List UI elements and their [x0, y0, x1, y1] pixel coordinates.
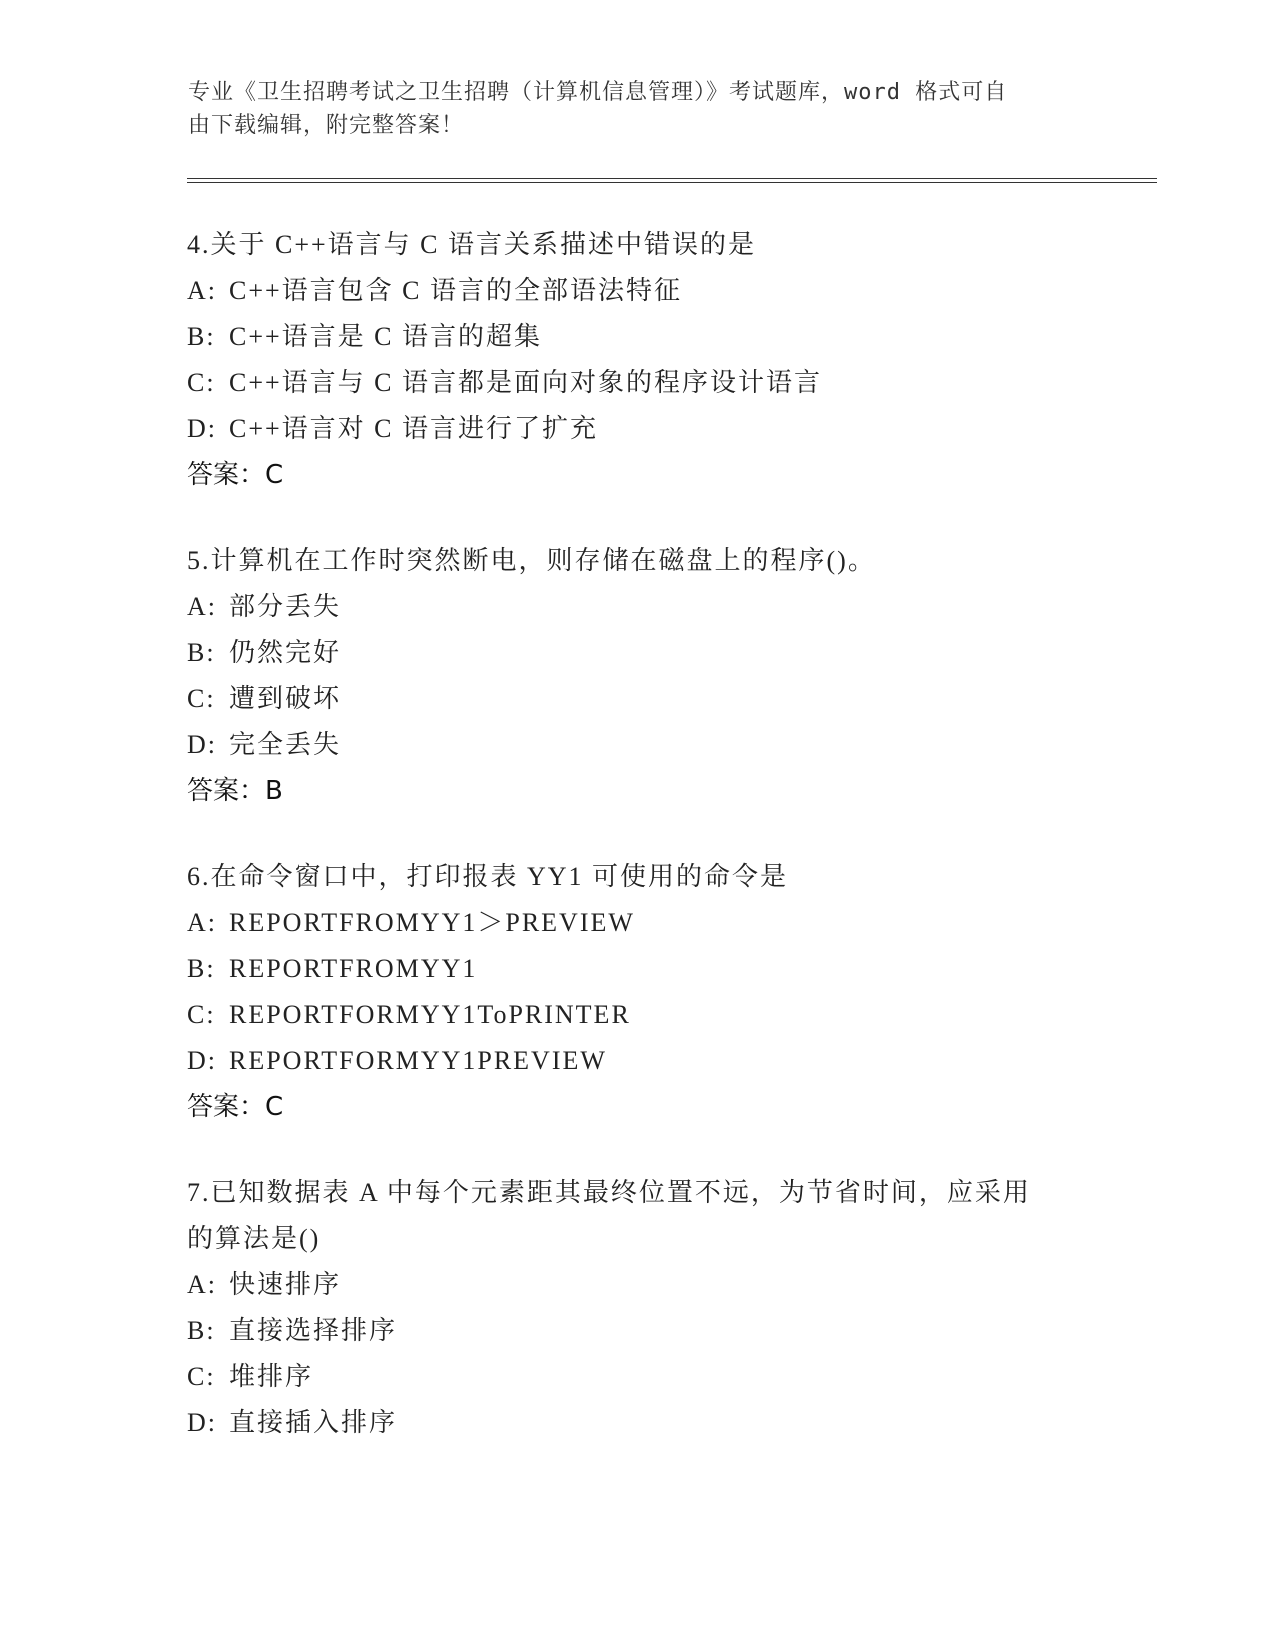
option-a — [187, 268, 1087, 314]
document-header — [188, 76, 1088, 142]
option-text: 部分丢失 — [229, 592, 342, 621]
option-letter: A: — [187, 276, 217, 305]
option-b — [187, 314, 1087, 360]
option-a — [187, 900, 1087, 946]
option-text: REPORTFROMYY1＞PREVIEW — [229, 908, 635, 937]
option-d — [187, 406, 1087, 452]
option-b — [187, 1308, 1087, 1354]
header-line-1: 专业《卫生招聘考试之卫生招聘（计算机信息管理）》考试题库，word 格式可自 — [188, 80, 1008, 105]
option-letter: B: — [187, 638, 216, 667]
option-letter: C: — [187, 1000, 216, 1029]
option-d — [187, 1038, 1087, 1084]
option-c — [187, 1354, 1087, 1400]
option-c — [187, 676, 1087, 722]
question-6 — [187, 854, 1087, 1130]
option-text: 直接插入排序 — [229, 1408, 398, 1437]
question-stem: 5.计算机在工作时突然断电，则存储在磁盘上的程序()。 — [187, 546, 876, 575]
option-text: 堆排序 — [229, 1362, 314, 1391]
option-text: C++语言与 C 语言都是面向对象的程序设计语言 — [229, 368, 823, 397]
question-stem-line-1: 7.已知数据表 A 中每个元素距其最终位置不远，为节省时间，应采用 — [187, 1178, 1031, 1207]
option-text: REPORTFROMYY1 — [229, 954, 478, 983]
option-text: C++语言包含 C 语言的全部语法特征 — [229, 276, 683, 305]
header-line-2: 由下载编辑，附完整答案！ — [188, 113, 465, 138]
option-a — [187, 1262, 1087, 1308]
question-stem-line-2: 的算法是() — [187, 1224, 321, 1253]
option-text: C++语言对 C 语言进行了扩充 — [229, 414, 599, 443]
option-text: REPORTFORMYY1PREVIEW — [229, 1046, 607, 1075]
option-letter: C: — [187, 684, 216, 713]
header-divider — [187, 178, 1157, 183]
option-text: 完全丢失 — [229, 730, 342, 759]
option-letter: A: — [187, 592, 217, 621]
question-stem: 6.在命令窗口中，打印报表 YY1 可使用的命令是 — [187, 862, 789, 891]
option-letter: D: — [187, 1046, 217, 1075]
option-b — [187, 946, 1087, 992]
question-7 — [187, 1170, 1087, 1446]
option-c — [187, 360, 1087, 406]
option-letter: D: — [187, 414, 217, 443]
option-b — [187, 630, 1087, 676]
option-letter: A: — [187, 908, 217, 937]
option-letter: C: — [187, 1362, 216, 1391]
question-stem: 4.关于 C++语言与 C 语言关系描述中错误的是 — [187, 230, 757, 259]
option-letter: B: — [187, 954, 216, 983]
option-letter: B: — [187, 322, 216, 351]
option-text: 直接选择排序 — [229, 1316, 398, 1345]
option-c — [187, 992, 1087, 1038]
option-d — [187, 1400, 1087, 1446]
option-text: 快速排序 — [229, 1270, 342, 1299]
option-text: 仍然完好 — [229, 638, 342, 667]
option-letter: C: — [187, 368, 216, 397]
option-text: C++语言是 C 语言的超集 — [229, 322, 543, 351]
option-text: REPORTFORMYY1ToPRINTER — [229, 1000, 631, 1029]
option-a — [187, 584, 1087, 630]
option-text: 遭到破坏 — [229, 684, 342, 713]
option-letter: A: — [187, 1270, 217, 1299]
option-letter: D: — [187, 1408, 217, 1437]
question-4 — [187, 222, 1087, 498]
option-letter: B: — [187, 1316, 216, 1345]
question-5 — [187, 538, 1087, 814]
option-d — [187, 722, 1087, 768]
answer-line: 答案：C — [187, 460, 284, 490]
option-letter: D: — [187, 730, 217, 759]
answer-line: 答案：B — [187, 776, 283, 806]
answer-line: 答案：C — [187, 1092, 284, 1122]
